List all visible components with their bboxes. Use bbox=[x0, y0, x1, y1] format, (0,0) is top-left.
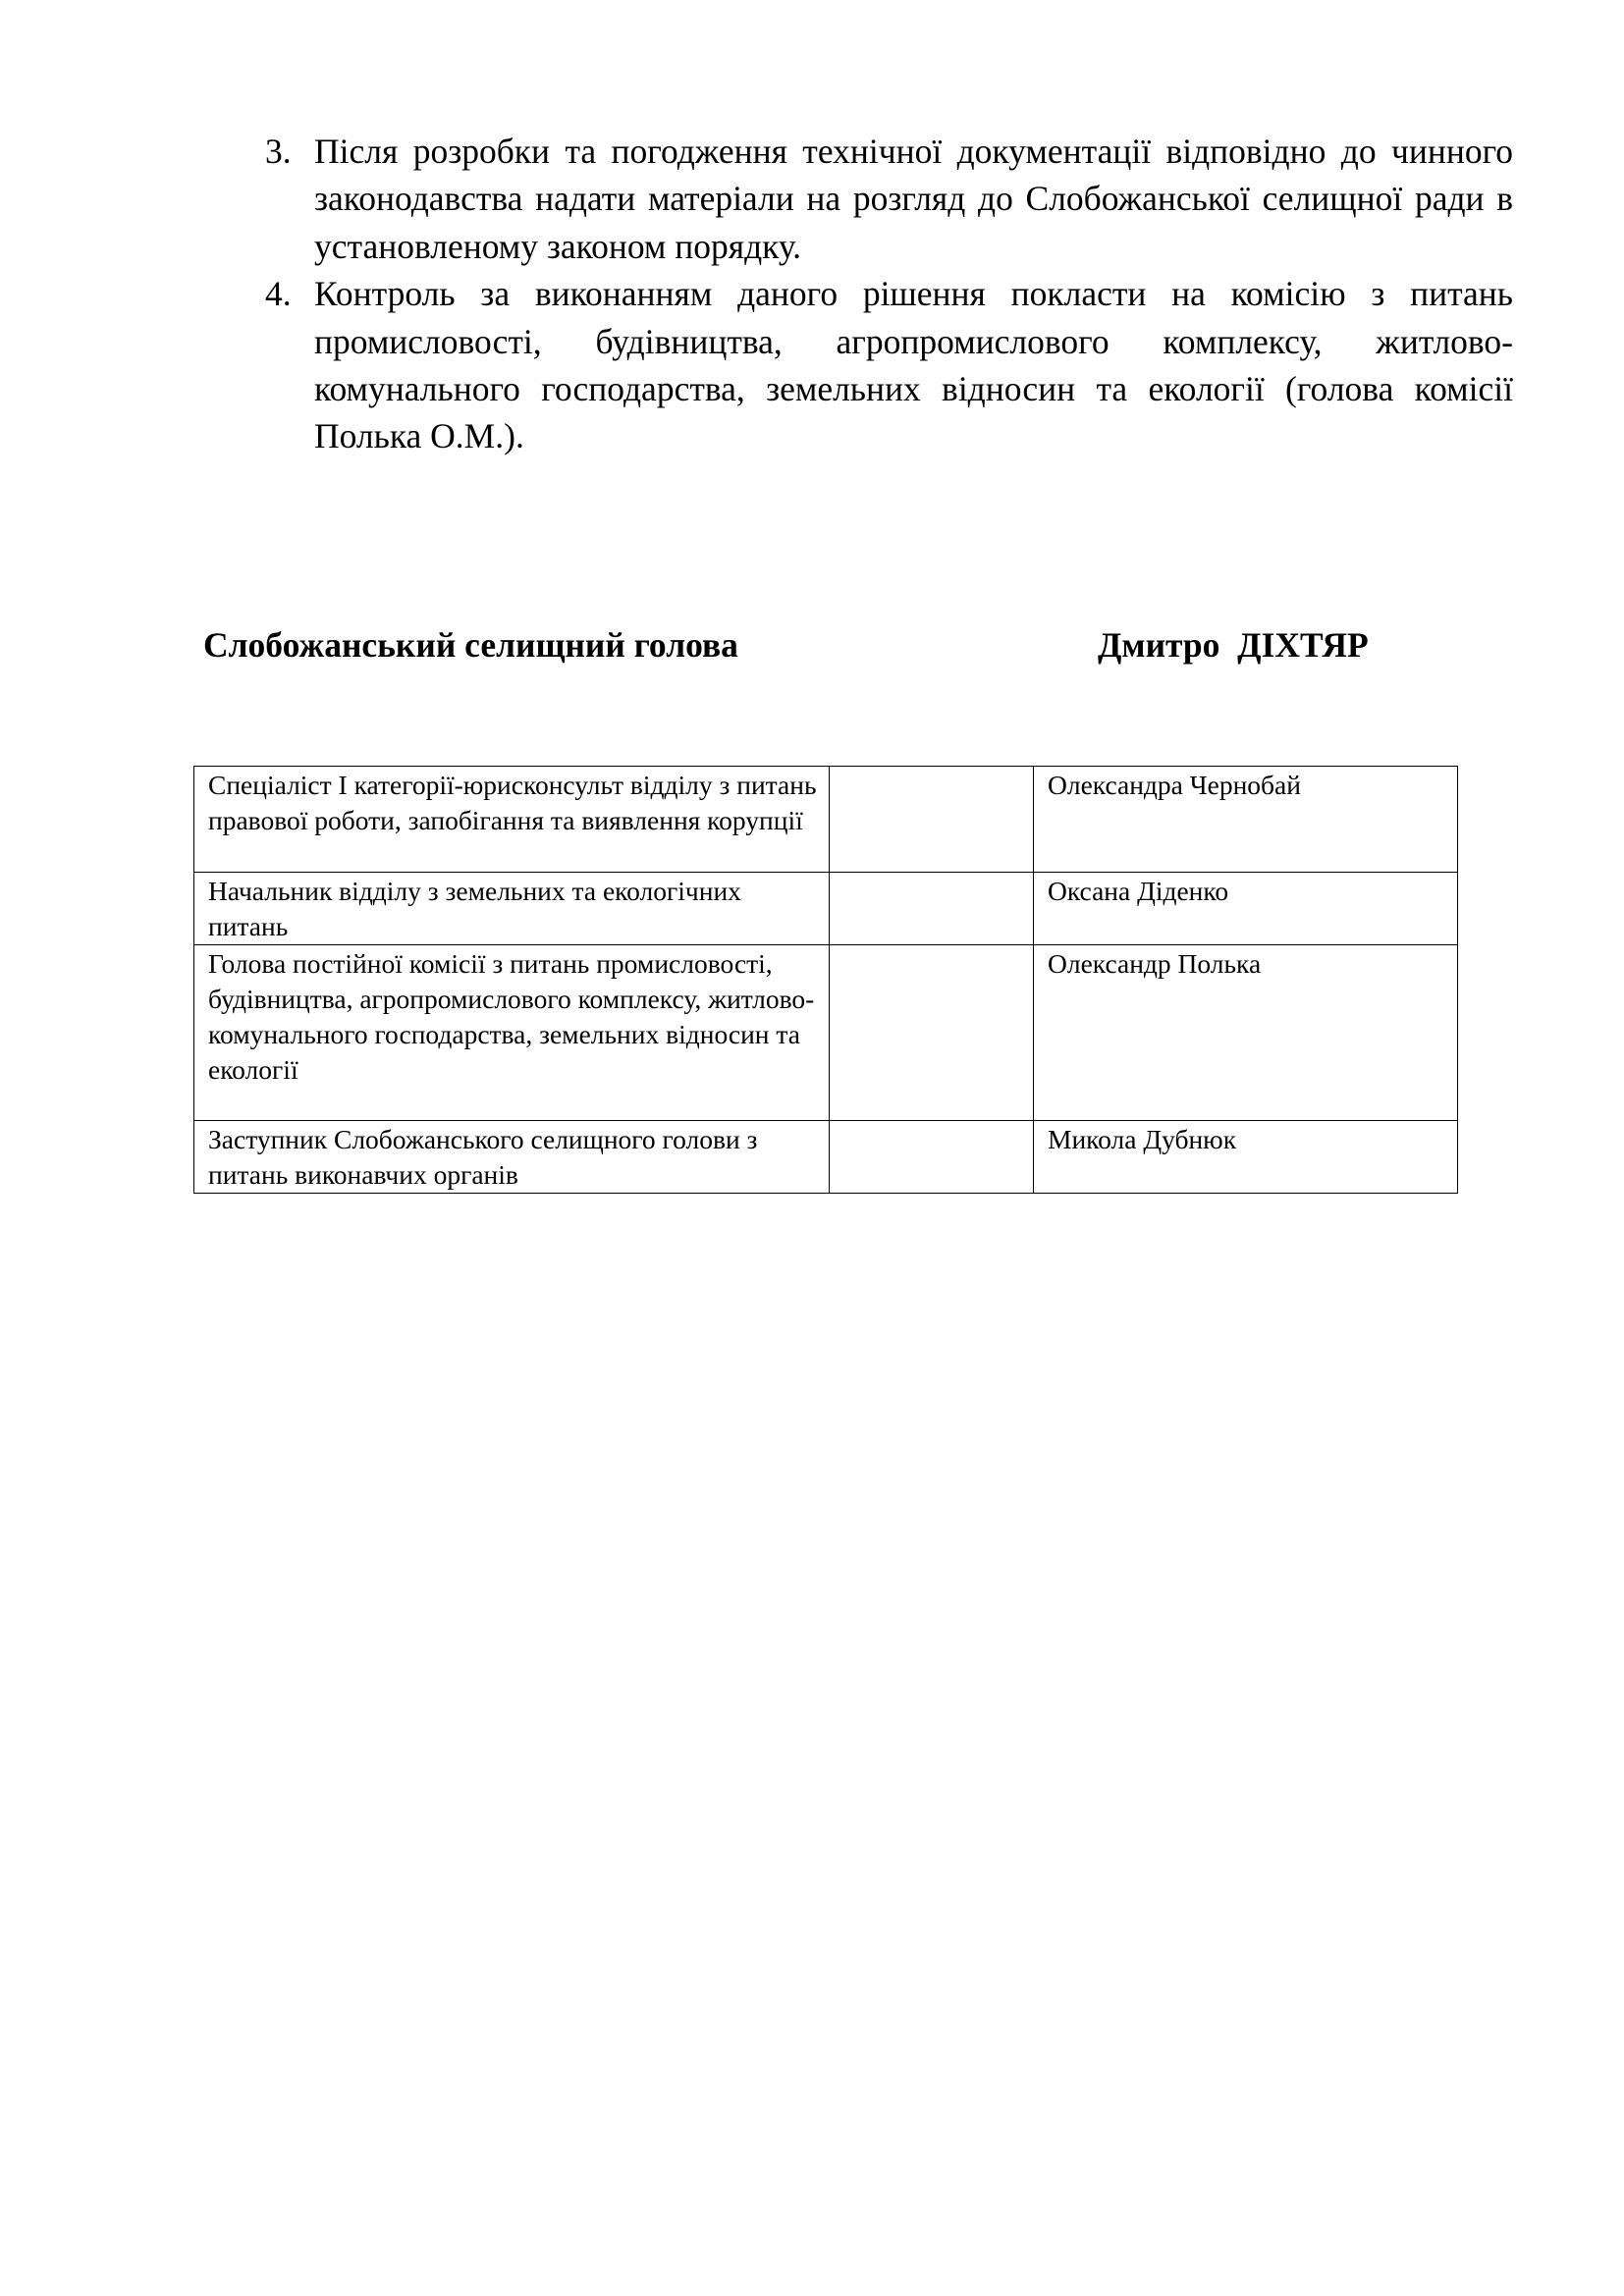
position-cell: Спеціаліст І категорії-юрисконсульт відділу з питань правової роботи, запобігання та виявлення корупції bbox=[194, 767, 830, 873]
name-cell: Олександр Полька bbox=[1034, 945, 1458, 1121]
list-item-number: 3. bbox=[265, 132, 292, 171]
position-cell: Начальник відділу з земельних та екологічних питань bbox=[194, 873, 830, 945]
table-row bbox=[194, 945, 1458, 1121]
table-row bbox=[194, 873, 1458, 945]
signature-cell bbox=[830, 1121, 1034, 1194]
name-cell: Олександра Чернобай bbox=[1034, 767, 1458, 873]
list-item-4 bbox=[265, 270, 1513, 460]
list-item-text: Після розробки та погодження технічної документації відповідно до чинного законодавства надати матеріали на розгляд до Слобожанської селищної ради в установленому законом порядку. bbox=[314, 132, 1513, 266]
table-row bbox=[194, 767, 1458, 873]
signature-cell bbox=[830, 945, 1034, 1121]
signature-title: Слобожанський селищний голова bbox=[203, 625, 738, 665]
signature-name: Дмитро ДІХТЯР bbox=[1098, 625, 1369, 665]
position-cell: Голова постійної комісії з питань промисловості, будівництва, агропромислового комплексу, житлово-комунального господарства, земельних відносин та екології bbox=[194, 945, 830, 1121]
numbered-decision-list bbox=[265, 128, 1513, 460]
signature-cell bbox=[830, 873, 1034, 945]
position-cell: Заступник Слобожанського селищного голови з питань виконавчих органів bbox=[194, 1121, 830, 1194]
list-item-text: Контроль за виконанням даного рішення покласти на комісію з питань промисловості, будівництва, агропромислового комплексу, житлово-комунального господарства, земельних відносин та екології (голова комісії Полька О.М.). bbox=[314, 274, 1513, 456]
list-item-3 bbox=[265, 128, 1513, 270]
signature-cell bbox=[830, 767, 1034, 873]
name-cell: Оксана Діденко bbox=[1034, 873, 1458, 945]
approval-table bbox=[193, 766, 1458, 1194]
name-cell: Микола Дубнюк bbox=[1034, 1121, 1458, 1194]
list-item-number: 4. bbox=[265, 274, 292, 314]
table-row bbox=[194, 1121, 1458, 1194]
